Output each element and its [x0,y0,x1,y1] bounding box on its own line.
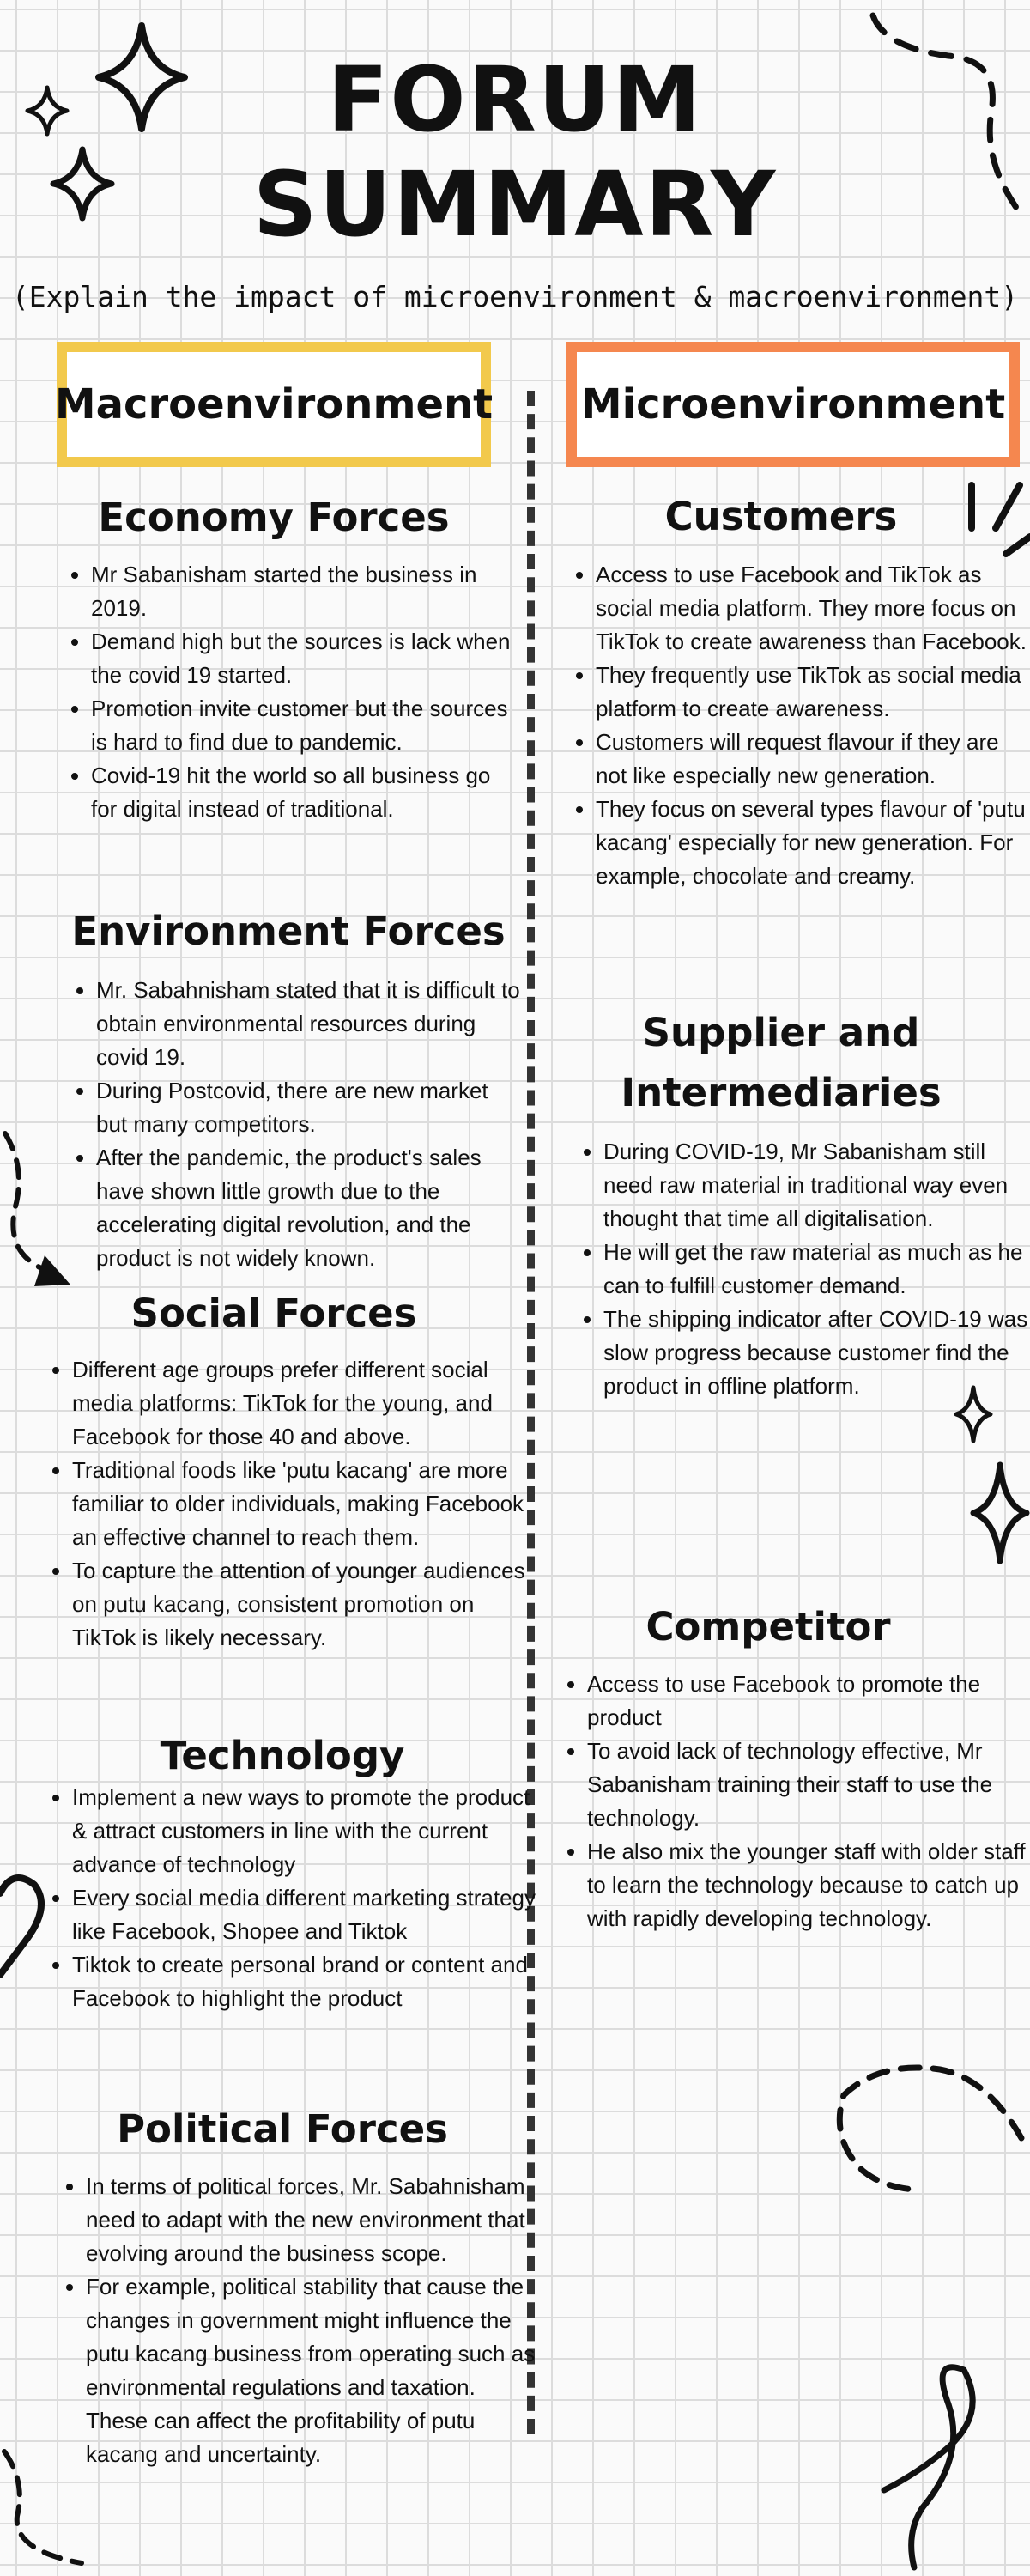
microenvironment-label: Microenvironment [580,380,1006,428]
supplier-list [579,1135,1030,1403]
list-item: • He also mix the younger staff with older staff to learn the technology because to catch up with rapidly developing technology. [587,1835,1030,1935]
competitor-heading: Competitor [645,1604,891,1649]
environment-forces-list [72,974,525,1275]
list-item: • Mr. Sabahnisham stated that it is difficult to obtain environmental resources during covid 19. [96,974,525,1074]
list-item: • Covid-19 hit the world so all business go for digital instead of traditional. [91,759,520,826]
list-item: • They frequently use TikTok as social media platform to create awareness. [596,659,1030,726]
list-item: • In terms of political forces, Mr. Sabahnisham need to adapt with the new environment that evolving around the business scope. [86,2170,542,2270]
microenvironment-label-box [566,342,1020,467]
technology-heading: Technology [160,1733,405,1778]
list-item: • He will get the raw material as much as he can to fulfill customer demand. [603,1236,1030,1303]
list-item: • To avoid lack of technology effective, Mr Sabanisham training their staff to use the technology. [587,1735,1030,1835]
page-subtitle: (Explain the impact of microenvironment & macroenvironment) [11,280,1019,313]
list-item: • To capture the attention of younger audiences on putu kacang, consistent promotion on TikTok is likely necessary. [72,1554,536,1655]
social-forces-heading: Social Forces [130,1291,417,1336]
list-item: • Customers will request flavour if they are not like especially new generation. [596,726,1030,793]
list-item: • Implement a new ways to promote the product & attract customers in line with the current advance of technology [72,1781,536,1881]
supplier-heading-line1: Supplier and [642,1010,920,1055]
economy-forces-list [67,558,520,826]
list-item: • Access to use Facebook to promote the product [587,1668,1030,1735]
environment-forces-heading: Environment Forces [71,908,506,954]
customers-heading: Customers [664,494,898,539]
list-item: • For example, political stability that cause the changes in government might influence the putu kacang business from operating such as environmental regulations and taxation. These can affect the profitability of putu kacang and uncertainty. [86,2270,542,2471]
customers-list [572,558,1030,893]
list-item: • The shipping indicator after COVID-19 was slow progress because customer find the product in offline platform. [603,1303,1030,1403]
list-item: • Every social media different marketing strategy like Facebook, Shopee and Tiktok [72,1881,536,1948]
political-forces-heading: Political Forces [117,2106,448,2152]
economy-forces-heading: Economy Forces [98,495,450,540]
list-item: • During COVID-19, Mr Sabanisham still need raw material in traditional way even thought that time all digitalisation. [603,1135,1030,1236]
technology-list [48,1781,536,2015]
competitor-list [563,1668,1030,1935]
page-title-line1: FORUM [327,47,703,152]
page-title-line2: SUMMARY [252,152,778,257]
list-item: • Traditional foods like 'putu kacang' are more familiar to older individuals, making Facebook an effective channel to reach them. [72,1454,536,1554]
macroenvironment-label-box [54,342,494,467]
supplier-heading [566,1003,996,1123]
social-forces-list [48,1353,536,1655]
macroenvironment-label: Macroenvironment [54,380,494,428]
list-item: • Mr Sabanisham started the business in 2019. [91,558,520,625]
heart-outline-icon [0,1863,52,1984]
dashed-curve-bottom-right [837,2052,1030,2198]
list-item: • During Postcovid, there are new market but many competitors. [96,1074,525,1141]
supplier-heading-line2: Intermediaries [621,1069,942,1115]
political-forces-list [62,2170,542,2471]
list-item: • Different age groups prefer different social media platforms: TikTok for the young, and Facebook for those 40 and above. [72,1353,536,1454]
sparkle-right-2-icon [970,1461,1030,1564]
dashed-arrow-left [0,1116,77,1301]
list-item: • Demand high but the sources is lack when the covid 19 started. [91,625,520,692]
list-item: • Promotion invite customer but the sources is hard to find due to pandemic. [91,692,520,759]
list-item: • They focus on several types flavour of 'putu kacang' especially for new generation. For example, chocolate and creamy. [596,793,1030,893]
loop-squiggle-icon [880,2353,996,2576]
list-item: • Tiktok to create personal brand or content and Facebook to highlight the product [72,1948,536,2015]
list-item: • Access to use Facebook and TikTok as social media platform. They more focus on TikTok to create awareness than Facebook. [596,558,1030,659]
list-item: • After the pandemic, the product's sales have shown little growth due to the accelerating digital revolution, and the product is not widely known. [96,1141,525,1275]
